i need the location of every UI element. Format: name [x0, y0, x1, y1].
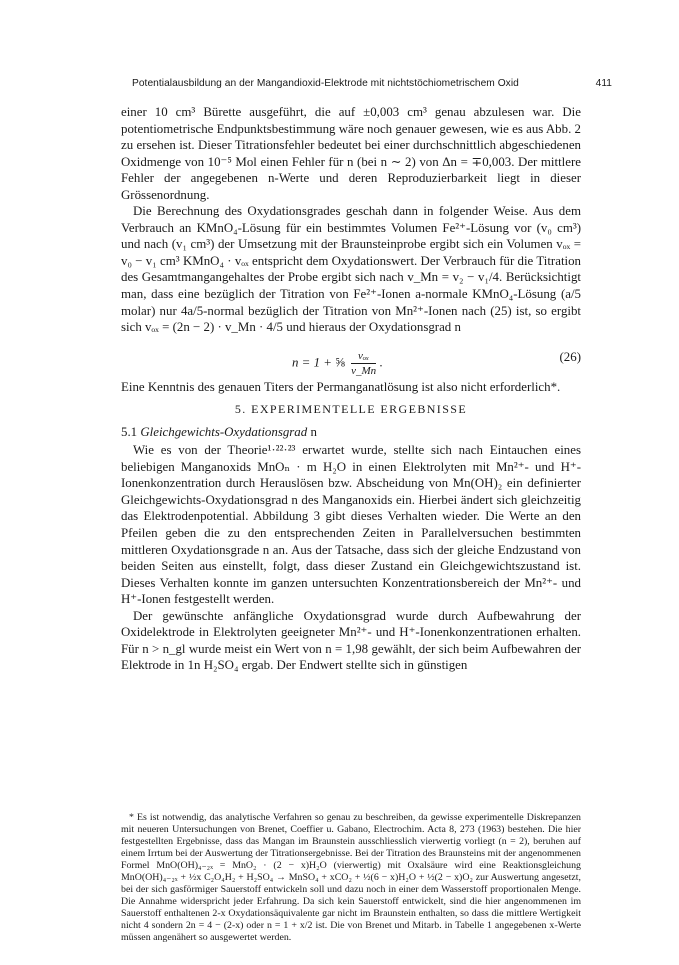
- equation-denominator: v_Mn: [351, 364, 377, 377]
- paragraph-equilibrium: Wie es von der Theorie¹·²²·²³ erwartet wurde, stellte sich nach Eintauchen eines beliebigen Manganoxids MnOₙ · m H₂O in einen Elektrolyten mit Mn²⁺- und H⁺-Ionenkonzentration durch Herauslösen bzw. Abscheidung von Mn(OH)₂ ein definierter Gleichgewichts-Oxydationsgrad n des Manganoxids ein. Hierbei ändert sich gleichzeitig das Elektrodenpotential. Abbildung 3 gibt dieses Verhalten wieder. Die Werte an den Pfeilen geben die zu den entsprechenden Zeiten in Parallelversuchen bestimmten mittleren Oxydationsgrade n an. Aus der Tatsache, dass sich der gleiche Endzustand von beiden Seiten aus einstellt, folgt, dass dieser Zustand ein Gleichgewichtszustand ist. Dieses Verhalten konnte im ganzen untersuchten Konzentrationsbereich der Mn²⁺- und H⁺-Ionen festgestellt werden.: [121, 443, 581, 607]
- paragraph-calculation: Die Berechnung des Oxydationsgrades geschah dann in folgender Weise. Aus dem Verbrauch an KMnO₄-Lösung für ein bestimmtes Volumen Fe²⁺-Lösung vor (v₀ cm³) und nach (v₁ cm³) der Umsetzung mit der Braunsteinprobe ergibt sich ein Volumen vₒₓ = v₀ − v₁ cm³ KMnO₄ · vₒₓ entspricht dem Oxydationswert. Der Verbrauch für die Titration des Gesamtmangangehaltes der Probe ergibt sich nach v_Mn = v₂ − v₁/4. Berücksichtigt man, dass eine bezüglich der Titration von Fe²⁺-Ionen a-normale KMnO₄-Lösung (a/5 molar) nur 4a/5-normal bezüglich der Titration von Mn²⁺-Ionen nach (25) ist, so ergibt sich vₒₓ = (2n − 2) · v_Mn · 4/5 und hieraus der Oxydationsgrad n: [121, 204, 581, 335]
- equation-26: [121, 337, 581, 377]
- running-title: Potentialausbildung an der Mangandioxid-Elektrode mit nichtstöchiometrischem Oxid: [132, 78, 519, 89]
- running-header: [132, 78, 612, 89]
- equation-number: (26): [559, 349, 581, 364]
- subsection-heading: [121, 424, 581, 441]
- equation-lhs: n = 1 +: [292, 355, 336, 370]
- equation-numerator: vₒₓ: [351, 349, 376, 364]
- subsection-title: Gleichgewichts-Oxydationsgrad: [140, 424, 308, 439]
- equation-tail: .: [379, 355, 383, 370]
- main-text: [121, 104, 581, 674]
- equation-coefficient: ⅝: [335, 355, 345, 370]
- section-heading: 5. EXPERIMENTELLE ERGEBNISSE: [234, 402, 468, 417]
- paragraph-burette-error: einer 10 cm³ Bürette ausgeführt, die auf ±0,003 cm³ genau abzulesen war. Die potentiometrische Endpunktsbestimmung wäre noch genauer gewesen, wie es aus Abb. 2 zu ersehen ist. Dieser Titrationsfehler bedeutet bei einer durchschnittlich abgeschiedenen Oxidmenge von 10⁻⁵ Mol einen Fehler für n (bei n ∼ 2) von Δn = ∓0,003. Der mittlere Fehler der angegebenen n-Werte und deren Reproduzierbarkeit liegt in dieser Grössenordnung.: [121, 105, 581, 202]
- paragraph-initial-oxidation: Der gewünschte anfängliche Oxydationsgrad wurde durch Aufbewahrung der Oxidelektrode in Elektrolyten geeigneter Mn²⁺- und H⁺-Ionenkonzentrationen erhalten. Für n > n_gl wurde meist ein Wert von n = 1,98 gewählt, der sich beim Aufbewahren der Elektrode in 1n H₂SO₄ ergab. Der Endwert stellte sich in günstigen: [121, 608, 581, 673]
- equation-body: [292, 349, 383, 378]
- page-number: 411: [595, 78, 612, 89]
- footnote-text: * Es ist notwendig, das analytische Verfahren so genau zu beschreiben, da gewisse experimentelle Diskrepanzen mit neueren Untersuchungen von Brenet, Coeffier u. Gabano, Electrochim. Acta 8, 273 (1963) bestehen. Die hier festgestellten Ergebnisse, dass das Mangan im Braunstein ausschliesslich vierwertig vorliegt (n = 2), beruhen auf einem Irrtum bei der Auswertung der Titrationsergebnisse. Bei der Titration des Braunsteins mit der angenommenen Formel MnO(OH)₄₋₂ₓ = MnO₂ · (2 − x)H₂O (vierwertig) mit Oxalsäure wird eine Reaktionsgleichung MnO(OH)₄₋₂ₓ + ½x C₂O₄H₂ + H₂SO₄ → MnSO₄ + xCO₂ + ½(6 − x)H₂O + ½(2 − x)O₂ zur Auswertung angesetzt, bei der sich gasförmiger Sauerstoff entwickeln soll und dazu noch in einer dem Wasserstoff proportionalen Menge. Die Annahme widerspricht jeder Erfahrung. Da sich kein Sauerstoff entwickelt, sind die hier angenommenen im Sauerstoff enthaltenen 2-x Oxydationsäquivalente gar nicht im Braunstein enthalten, so dass die mittlere Wertigkeit nicht 4 sondern 2n = 4 − (2-x) oder n = 1 + x/2 ist. Die von Brenet und Mitarb. in Tabelle 1 angegebenen x-Werte müssen angenähert so ausgewertet werden.: [121, 812, 581, 944]
- equation-fraction: [351, 349, 376, 378]
- paragraph-titer: Eine Kenntnis des genauen Titers der Permanganatlösung ist also nicht erforderlich*.: [121, 379, 561, 394]
- footnote: [121, 812, 581, 945]
- subsection-symbol: n: [310, 424, 317, 439]
- subsection-number: 5.1: [121, 424, 138, 439]
